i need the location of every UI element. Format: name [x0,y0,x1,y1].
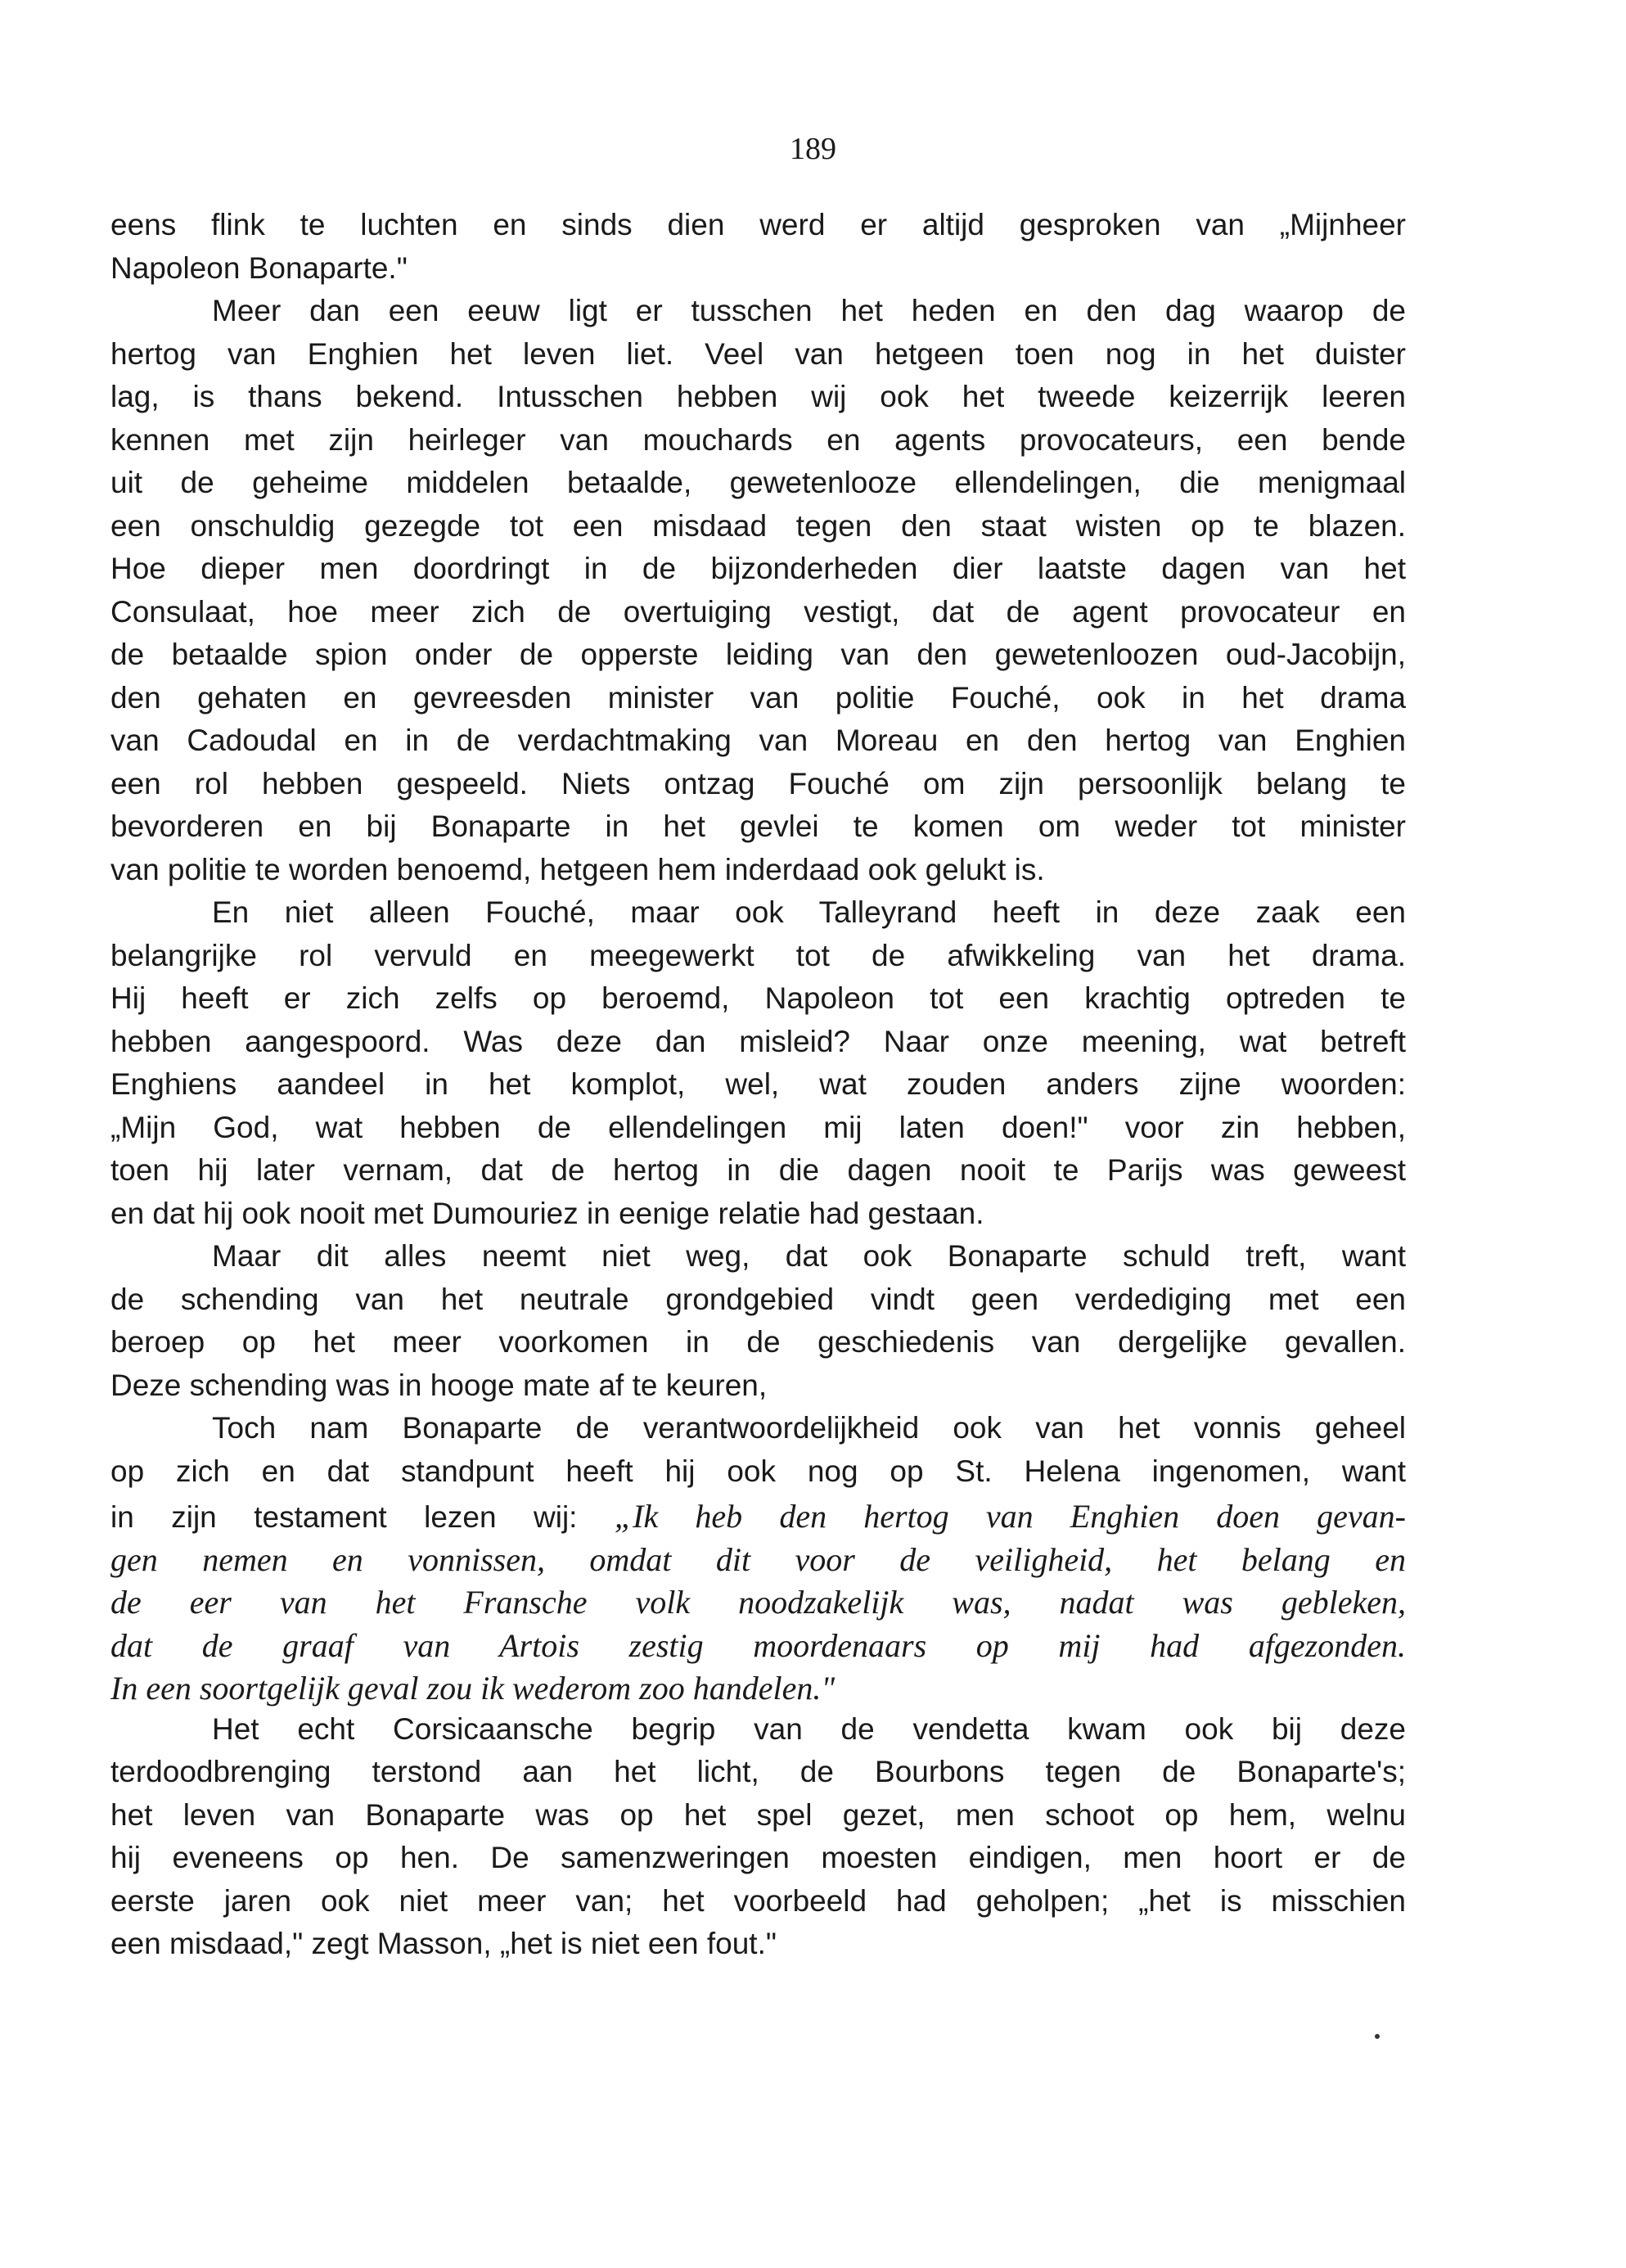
text-line-roman: toen hij later vernam, dat de hertog in die dagen nooit te Parijs was geweest [110,1153,1406,1187]
text-line [110,853,1406,895]
text-line-roman: eerste jaren ook niet meer van; het voorbeeld had geholpen; „het is misschien [110,1883,1406,1918]
text-line [110,724,1406,766]
text-line-roman: het leven van Bonaparte was op het spel gezet, men schoot op hem, welnu [110,1797,1406,1832]
text-line-roman: En niet alleen Fouché, maar ook Talleyrand heeft in deze zaak een [212,895,1406,929]
text-line-roman: van politie te worden benoemd, hetgeen hem inderdaad ook gelukt is. [110,852,1045,886]
text-line [110,1325,1406,1368]
text-line-italic-quote: gen nemen en vonnissen, omdat dit voor de veiligheid, het belang en [110,1540,1406,1578]
text-line [110,1283,1406,1325]
text-line [110,380,1406,422]
text-line [110,809,1406,852]
text-line-italic-quote: In een soortgelijk geval zou ik wederom zoo handelen." [110,1670,836,1707]
text-line-roman: beroep op het meer voorkomen in de geschiedenis van dergelijke gevallen. [110,1325,1406,1359]
text-line-roman: Toch nam Bonaparte de verantwoordelijkheid ook van het vonnis geheel [212,1411,1406,1445]
text-line [110,1368,1406,1411]
text-line-roman: eens flink te luchten en sinds dien werd er altijd gesproken van „Mijnheer [110,208,1406,241]
text-line-roman: Hoe dieper men doordringt in de bijzonderheden dier laatste dagen van het [110,552,1406,585]
text-line [110,1755,1406,1797]
text-line-roman: bevorderen en bij Bonaparte in het gevlei te komen om weder tot minister [110,809,1406,843]
text-line [110,767,1406,809]
text-line [110,1111,1406,1153]
text-line-roman: de schending van het neutrale grondgebied vindt geen verdediging met een [110,1282,1406,1316]
text-line [110,1884,1406,1927]
text-line [110,466,1406,508]
text-line [110,337,1406,380]
text-line [110,981,1406,1024]
text-line-roman: op zich en dat standpunt heeft hij ook nog op St. Helena ingenomen, want [110,1454,1406,1488]
text-line [110,1841,1406,1883]
text-line [110,1798,1406,1841]
text-line-roman: Maar dit alles neemt niet weg, dat ook Bonaparte schuld treft, want [212,1239,1406,1273]
text-line [212,1411,1406,1454]
text-line-italic-quote: „Ik heb den hertog van Enghien doen gevan- [614,1498,1406,1535]
text-line [110,939,1406,981]
text-line-roman: een onschuldig gezegde tot een misdaad tegen den staat wisten op te blazen. [110,508,1406,543]
text-line [110,1927,1406,1969]
text-line-roman: Enghiens aandeel in het komplot, wel, wat zouden anders zijne woorden: [110,1067,1406,1101]
text-line-roman: hij eveneens op hen. De samenzweringen moesten eindigen, men hoort er de [110,1841,1406,1874]
text-line [212,1712,1406,1755]
text-line-roman: Het echt Corsicaansche begrip van de vendetta kwam ook bij deze [212,1711,1406,1746]
text-line-roman: een misdaad," zegt Masson, „het is niet een fout." [110,1927,777,1960]
text-line [110,251,1406,294]
text-line-italic-quote: dat de graaf van Artois zestig moordenaars op mij had afgezonden. [110,1626,1406,1664]
text-line-roman: belangrijke rol vervuld en meegewerkt tot de afwikkeling van het drama. [110,938,1406,972]
text-line [110,1153,1406,1196]
text-line-roman: Deze schending was in hooge mate af te keuren, [110,1368,768,1402]
text-line-roman: in zijn testament lezen wij: [110,1500,615,1534]
text-line [110,1025,1406,1067]
text-line-roman: van Cadoudal en in de verdachtmaking van Moreau en den hertog van Enghien [110,724,1406,757]
text-line [110,1197,1406,1239]
text-line [110,208,1406,250]
page-number: 189 [790,132,836,166]
text-line [212,1239,1406,1282]
text-line [110,552,1406,594]
text-line [212,895,1406,938]
text-line [110,1583,1406,1625]
text-line [110,1540,1406,1583]
text-line-roman: een rol hebben gespeeld. Niets ontzag Fouché om zijn persoonlijk belang te [110,766,1406,800]
text-line [110,681,1406,724]
text-line [110,1497,1406,1540]
text-line-roman: Consulaat, hoe meer zich de overtuiging vestigt, dat de agent provocateur en [110,594,1406,629]
text-line-roman: Meer dan een eeuw ligt er tusschen het heden en den dag waarop de [212,294,1406,327]
text-line-roman: Napoleon Bonaparte." [110,250,408,285]
text-line-roman: terdoodbrenging terstond aan het licht, de Bourbons tegen de Bonaparte's; [110,1755,1406,1788]
text-line-roman: hertog van Enghien het leven liet. Veel van hetgeen toen nog in het duister [110,336,1406,371]
text-line [110,1454,1406,1497]
ink-speck [1375,2034,1380,2039]
text-line-roman: hebben aangespoord. Was deze dan misleid? Naar onze meening, wat betreft [110,1024,1406,1058]
text-line-roman: de betaalde spion onder de opperste leiding van den gewetenloozen oud-Jacobijn, [110,638,1406,671]
text-line-roman: kennen met zijn heirleger van mouchards en agents provocateurs, een bende [110,422,1406,457]
text-line [212,294,1406,336]
text-line-roman: den gehaten en gevreesden minister van politie Fouché, ook in het drama [110,680,1406,715]
text-line-roman: Hij heeft er zich zelfs op beroemd, Napoleon tot een krachtig optreden te [110,981,1406,1015]
text-line-italic-quote: de eer van het Fransche volk noodzakelijk was, nadat was gebleken, [110,1584,1406,1621]
text-line [110,423,1406,466]
text-line [110,595,1406,638]
text-line [110,638,1406,680]
text-line-roman: „Mijn God, wat hebben de ellendelingen mij laten doen!" voor zin hebben, [110,1110,1406,1144]
text-line [110,1669,1406,1711]
text-line-roman: lag, is thans bekend. Intusschen hebben wij ook het tweede keizerrijk leeren [110,380,1406,413]
text-line [110,509,1406,552]
text-line [110,1626,1406,1669]
text-line-roman: en dat hij ook nooit met Dumouriez in eenige relatie had gestaan. [110,1196,984,1230]
text-line-roman: uit de geheime middelen betaalde, gewetenlooze ellendelingen, die menigmaal [110,466,1406,499]
text-line [110,1067,1406,1110]
